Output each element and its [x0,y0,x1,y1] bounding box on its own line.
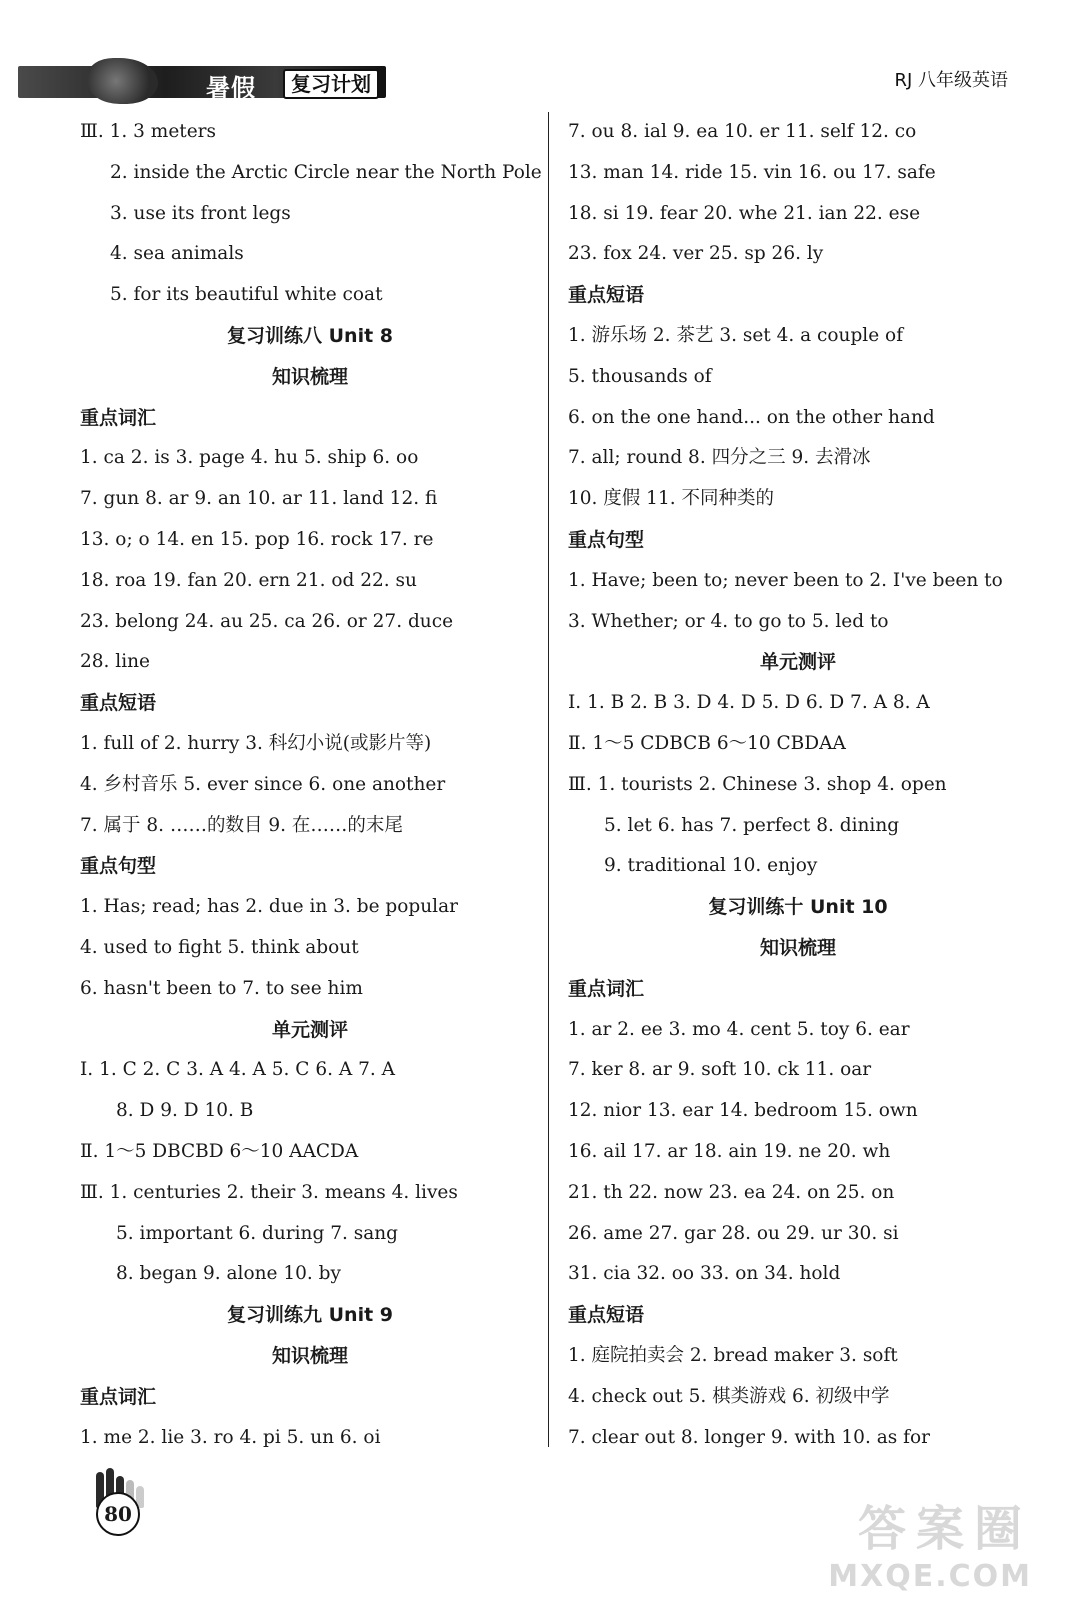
answer-line: 4. used to fight 5. think about [80,936,359,958]
answer-line: 16. ail 17. ar 18. ain 19. ne 20. wh [568,1140,891,1162]
unit-heading: 复习训练九 Unit 9 [227,1304,393,1327]
answer-line: 5. important 6. during 7. sang [116,1222,399,1244]
answer-line: 10. 度假 11. 不同种类的 [568,488,774,510]
answer-line: 8. D 9. D 10. B [116,1100,254,1122]
answer-line: 1. ca 2. is 3. page 4. hu 5. ship 6. oo [80,447,419,469]
answer-line: 18. roa 19. fan 20. ern 21. od 22. su [80,569,417,591]
answer-line: 26. ame 27. gar 28. ou 29. ur 30. si [568,1222,899,1244]
answer-line: 6. on the one hand... on the other hand [568,406,935,428]
page-number: 80 [96,1492,140,1536]
answer-line: 1. 庭院拍卖会 2. bread maker 3. soft [568,1344,898,1366]
answer-line: 1. Have; been to; never been to 2. I've been to [568,569,1003,591]
answer-line: 5. for its beautiful white coat [110,284,383,306]
section-heading: 重点短语 [568,1304,645,1327]
answer-line: 18. si 19. fear 20. whe 21. ian 22. ese [568,202,921,224]
unit-heading: 复习训练十 Unit 10 [708,896,888,919]
left-column [80,112,540,1458]
answer-line: 7. 属于 8. ……的数目 9. 在……的末尾 [80,814,403,836]
answer-line: 1. Has; read; has 2. due in 3. be popular [80,896,458,918]
answer-line: 7. clear out 8. longer 9. with 10. as for [568,1426,930,1448]
answer-line: 7. ou 8. ial 9. ea 10. er 11. self 12. co [568,121,917,142]
answer-line: Ⅰ. 1. C 2. C 3. A 4. A 5. C 6. A 7. A [80,1059,395,1081]
edition-label: RJ 八年级英语 [894,70,1008,91]
answer-line: Ⅱ. 1～5 CDBCB 6～10 CBDAA [568,732,846,754]
site-watermark [682,1490,1032,1594]
answer-line: 1. me 2. lie 3. ro 4. pi 5. un 6. oi [80,1426,381,1448]
column-divider [548,112,549,1447]
answer-line: Ⅲ. 1. 3 meters [80,121,216,142]
header-banner [18,58,386,104]
watermark-logo-text: 答案圈 [857,1501,1032,1557]
answer-line: 4. check out 5. 棋类游戏 6. 初级中学 [568,1385,890,1407]
answer-line: 13. o; o 14. en 15. pop 16. rock 17. re [80,528,434,550]
right-column [568,112,1028,1458]
section-heading: 重点词汇 [568,977,645,1000]
answer-line: 7. gun 8. ar 9. an 10. ar 11. land 12. fi [80,488,438,510]
unit-heading: 单元测评 [271,1018,348,1041]
answer-line: Ⅲ. 1. tourists 2. Chinese 3. shop 4. open [568,773,947,795]
section-heading: 重点句型 [80,855,157,878]
answer-line: 5. let 6. has 7. perfect 8. dining [604,814,900,836]
answer-line: 2. inside the Arctic Circle near the North Pole [110,161,542,183]
watermark-url: MXQE.COM [828,1559,1032,1594]
banner-title: 暑假 [206,74,256,102]
unit-heading: 知识梳理 [759,936,836,959]
unit-heading: 知识梳理 [271,365,348,388]
section-heading: 重点短语 [80,692,157,715]
answer-line: 7. ker 8. ar 9. soft 10. ck 11. oar [568,1059,872,1081]
answer-line: 4. sea animals [110,243,244,265]
unit-heading: 复习训练八 Unit 8 [227,324,393,347]
section-heading: 重点词汇 [80,1385,157,1408]
answer-line: 6. hasn't been to 7. to see him [80,977,363,999]
answer-line: Ⅱ. 1～5 DBCBD 6～10 AACDA [80,1140,359,1162]
banner-subtitle: 复习计划 [283,69,379,99]
section-heading: 重点词汇 [80,406,157,429]
answer-line: 3. use its front legs [110,202,291,224]
answer-line: 1. full of 2. hurry 3. 科幻小说(或影片等) [80,732,432,754]
answer-line: 23. belong 24. au 25. ca 26. or 27. duce [80,610,454,632]
unit-heading: 知识梳理 [271,1344,348,1367]
answer-line: 4. 乡村音乐 5. ever since 6. one another [80,773,446,795]
unit-heading: 单元测评 [759,651,836,674]
section-heading: 重点句型 [568,528,645,551]
answer-line: 31. cia 32. oo 33. on 34. hold [568,1263,841,1285]
answer-line: 5. thousands of [568,365,712,387]
answer-line: 28. line [80,651,150,673]
section-heading: 重点短语 [568,284,645,307]
answer-line: Ⅲ. 1. centuries 2. their 3. means 4. lives [80,1181,458,1203]
answer-line: 8. began 9. alone 10. by [116,1263,341,1285]
answer-line: 3. Whether; or 4. to go to 5. led to [568,610,889,632]
answer-line: 21. th 22. now 23. ea 24. on 25. on [568,1181,895,1203]
bowling-pins-graphic [88,58,158,104]
answer-line: 1. 游乐场 2. 茶艺 3. set 4. a couple of [568,324,904,346]
answer-line: 12. nior 13. ear 14. bedroom 15. own [568,1100,918,1122]
answer-line: 7. all; round 8. 四分之三 9. 去滑冰 [568,447,871,469]
answer-line: 9. traditional 10. enjoy [604,855,818,877]
answer-line: 13. man 14. ride 15. vin 16. ou 17. safe [568,161,936,183]
answer-line: 1. ar 2. ee 3. mo 4. cent 5. toy 6. ear [568,1018,910,1040]
answer-line: Ⅰ. 1. B 2. B 3. D 4. D 5. D 6. D 7. A 8. A [568,692,930,714]
answer-line: 23. fox 24. ver 25. sp 26. ly [568,243,824,265]
